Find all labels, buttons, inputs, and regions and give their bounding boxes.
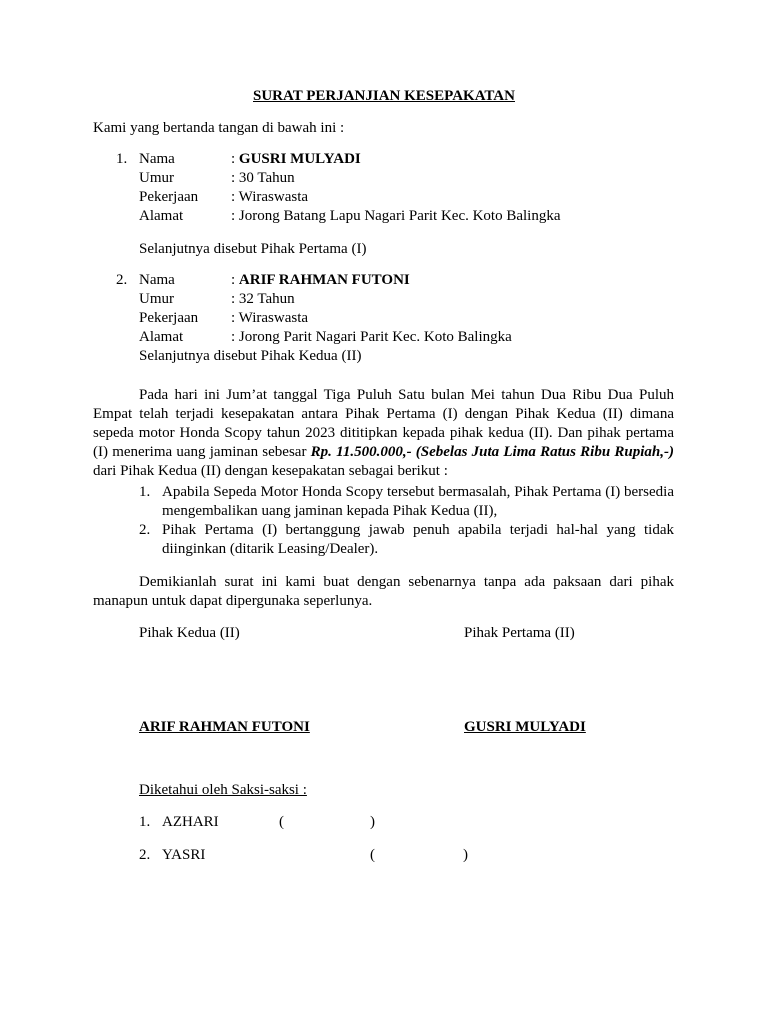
field-value: : Wiraswasta [231,310,309,326]
field-value: : Wiraswasta [231,189,309,205]
party-first-address: Jorong Batang Lapu Nagari Parit Kec. Koto Balingka [238,208,561,224]
field-value: : Jorong Parit Nagari Parit Kec. Koto Balingka [231,329,512,345]
witness-signature-close: ) [370,814,375,830]
condition-text: Pihak Pertama (I) bertanggung jawab penuh apabila terjadi hal-hal yang tidak diinginkan (ditarik Leasing/Dealer). [162,522,674,557]
witness-row [139,846,539,865]
conditions-list [139,483,674,559]
party-first-age: 30 Tahun [238,170,295,186]
agreement-paragraph [93,386,674,481]
closing-paragraph [93,573,674,611]
agreement-text-start: Pada hari ini Jum’at tanggal Tiga Puluh Satu bulan Mei tahun Dua Ribu Dua Puluh Empat telah terjadi kesepakatan antara Pihak Pertama (I) dengan Pihak Kedua (II) dimana sepeda motor Honda Scopy tahun 2023 dititipkan kepada pihak kedua (II). Dan pihak pertama (I) menerima uang jaminan sebesar [93,387,674,460]
party-second-number: 2. [116,272,128,288]
field-value: : 30 Tahun [231,170,295,186]
witness-number: 2. [139,847,151,863]
field-label: Alamat [139,329,184,345]
party-first-name: GUSRI MULYADI [238,151,361,167]
field-label: Pekerjaan [139,310,199,326]
witness-signature-open: ( [279,814,284,830]
witness-name: YASRI [162,847,206,863]
condition-text: Apabila Sepeda Motor Honda Scopy tersebut bermasalah, Pihak Pertama (I) bersedia mengembalikan uang jaminan kepada Pihak Kedua (II), [162,484,674,519]
document-title: SURAT PERJANJIAN KESEPAKATAN [253,88,515,104]
field-value: : ARIF RAHMAN FUTONI [231,272,410,288]
condition-number: 2. [139,522,151,538]
party-second-designation: Selanjutnya disebut Pihak Kedua (II) [139,348,362,364]
signature-right-title: Pihak Pertama (II) [464,625,575,641]
condition-item [139,483,674,521]
condition-item [139,521,674,559]
field-label: Pekerjaan [139,189,199,205]
party-second-age: 32 Tahun [238,291,295,307]
field-value: : 32 Tahun [231,291,295,307]
field-label: Nama [139,151,175,167]
signature-left-title: Pihak Kedua (II) [139,625,240,641]
field-label: Nama [139,272,175,288]
party-first-job: Wiraswasta [238,189,309,205]
party-first-number: 1. [116,151,128,167]
condition-number: 1. [139,484,151,500]
party-second-address: Jorong Parit Nagari Parit Kec. Koto Balingka [238,329,512,345]
witness-signature-close: ) [463,847,468,863]
field-label: Alamat [139,208,184,224]
party-second-name: ARIF RAHMAN FUTONI [238,272,410,288]
witness-row [139,813,539,832]
party-second-job: Wiraswasta [238,310,309,326]
witness-heading: Diketahui oleh Saksi-saksi : [139,782,307,798]
agreement-text-end: dari Pihak Kedua (II) dengan kesepakatan sebagai berikut : [93,463,448,479]
field-label: Umur [139,291,174,307]
field-label: Umur [139,170,174,186]
guarantee-amount: Rp. 11.500.000,- (Sebelas Juta Lima Ratus Ribu Rupiah,-) [310,444,674,460]
signature-left-name: ARIF RAHMAN FUTONI [139,719,310,735]
witness-name: AZHARI [162,814,219,830]
field-value: : Jorong Batang Lapu Nagari Parit Kec. Koto Balingka [231,208,561,224]
field-value: : GUSRI MULYADI [231,151,361,167]
intro-text: Kami yang bertanda tangan di bawah ini : [93,120,345,136]
witness-signature-open: ( [370,847,375,863]
witness-number: 1. [139,814,151,830]
closing-text: Demikianlah surat ini kami buat dengan sebenarnya tanpa ada paksaan dari pihak manapun untuk dapat dipergunaka seperlunya. [93,574,674,609]
signature-right-name: GUSRI MULYADI [464,719,586,735]
party-first-designation: Selanjutnya disebut Pihak Pertama (I) [139,241,367,257]
